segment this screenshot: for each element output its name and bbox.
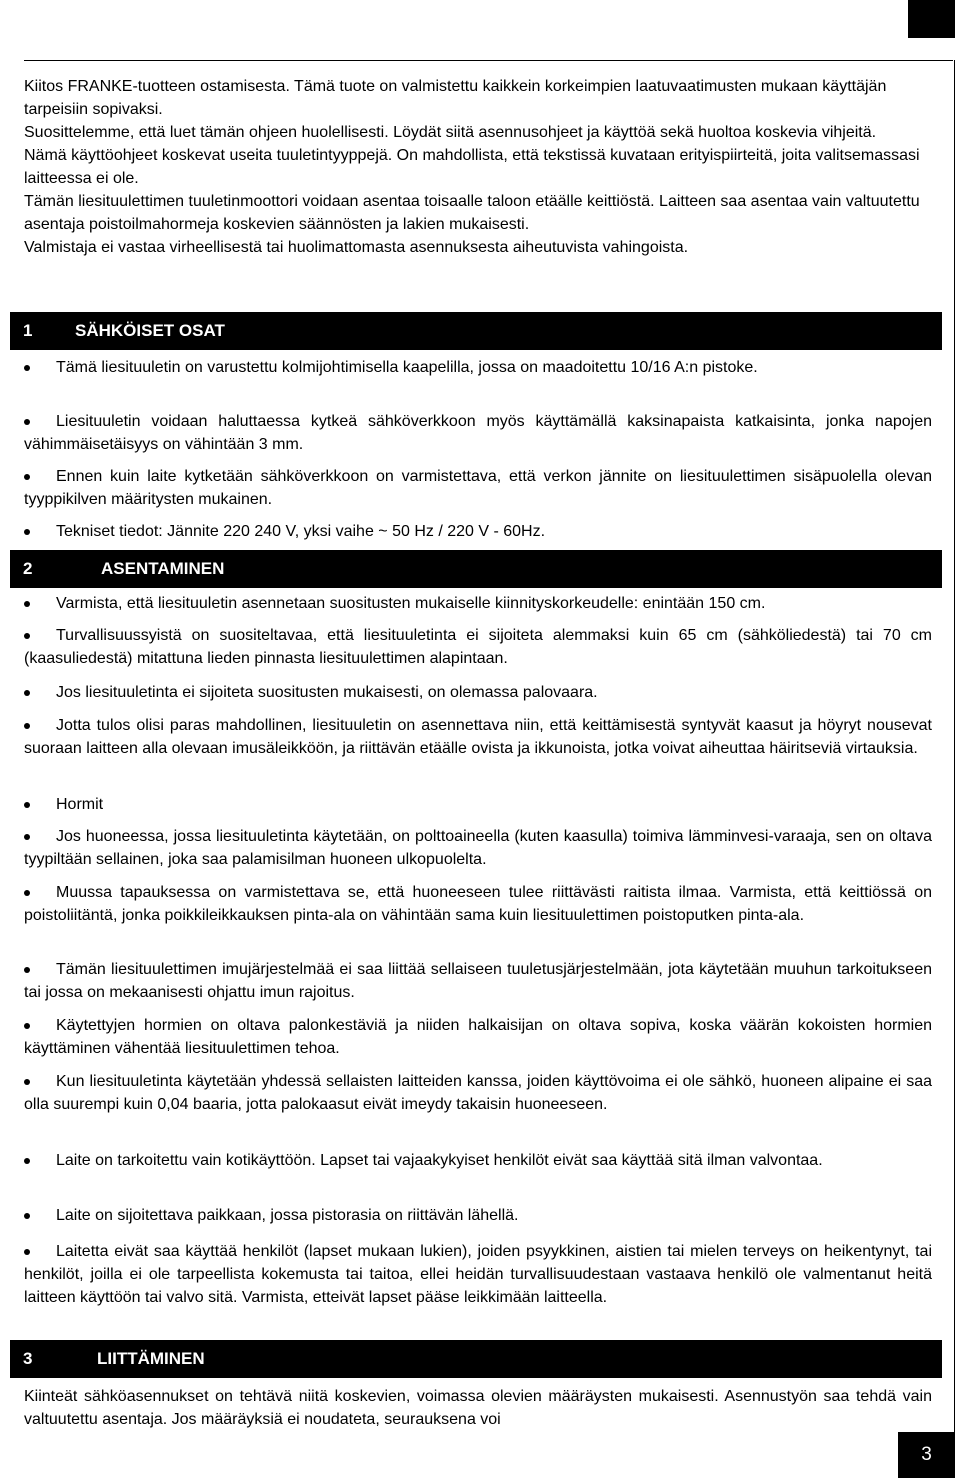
list-item: Hormit: [24, 793, 932, 816]
intro-text: [24, 75, 944, 259]
bullet-icon: [24, 1249, 30, 1255]
bullet-icon: [24, 419, 30, 425]
list-item: Käytettyjen hormien on oltava palonkestäviä ja niiden halkaisijan on oltava sopiva, koska väärän kokoisten hormien käyttäminen vähentää liesituulettimen tehoa.: [24, 1017, 932, 1057]
list-item: Tämä liesituuletin on varustettu kolmijohtimisella kaapelilla, jossa on maadoitettu 10/16 A:n pistoke.: [24, 356, 932, 379]
bullet-icon: [24, 802, 30, 808]
bullet-icon: [24, 474, 30, 480]
section-title: SÄHKÖISET OSAT: [75, 321, 225, 340]
bullet-icon: [24, 601, 30, 607]
intro-paragraph: Kiitos FRANKE-tuotteen ostamisesta. Tämä tuote on valmistettu kaikkein korkeimpien laatuvaatimusten mukaan käyttäjän tarpeisiin sopivaksi.: [24, 78, 887, 118]
page-number: 3: [898, 1432, 955, 1478]
bullet-icon: [24, 1158, 30, 1164]
section3-paragraph: Kiinteät sähköasennukset on tehtävä niitä koskevien, voimassa olevien määräysten mukaisesti. Asennustyön saa tehdä vain valtuutettu asentaja. Jos määräyksiä ei noudateta, seurauksena voi: [24, 1388, 932, 1428]
bullet-icon: [24, 967, 30, 973]
list-item: Tekniset tiedot: Jännite 220 240 V, yksi vaihe ~ 50 Hz / 220 V - 60Hz.: [24, 520, 932, 543]
list-item: Jotta tulos olisi paras mahdollinen, liesituuletin on asennettava niin, että keittämisestä syntyvät kaasut ja höyryt nousevat suoraan laitteen alla olevaan imusäleikköön, ja riittävän etäälle ovista ja ikkunoista, jotka voivat aiheuttaa häiritseviä virtauksia.: [24, 717, 932, 757]
list-item: Turvallisuussyistä on suositeltavaa, että liesituuletinta ei sijoiteta alemmaksi kuin 65 cm (sähköliedestä) tai 70 cm (kaasuliedestä) mitattuna lieden pinnasta liesituulettimen alapintaan.: [24, 627, 932, 667]
corner-tab-mark: [908, 0, 955, 38]
bullet-icon: [24, 1213, 30, 1219]
section-number: 3: [23, 1349, 33, 1368]
list-item: Laite on tarkoitettu vain kotikäyttöön. Lapset tai vajaakykyiset henkilöt eivät saa käyttää sitä ilman valvontaa.: [24, 1149, 932, 1172]
right-rule: [954, 60, 955, 1478]
bullet-icon: [24, 723, 30, 729]
bullet-icon: [24, 529, 30, 535]
list-item: Varmista, että liesituuletin asennetaan suositusten mukaiselle kiinnityskorkeudelle: enintään 150 cm.: [24, 592, 932, 615]
bullet-icon: [24, 1023, 30, 1029]
intro-paragraph: Suosittelemme, että luet tämän ohjeen huolellisesti. Löydät siitä asennusohjeet ja käyttöä sekä huoltoa koskevia vihjeitä.: [24, 124, 877, 141]
list-item: Tämän liesituulettimen imujärjestelmää ei saa liittää sellaiseen tuuletusjärjestelmään, jota käytetään muuhun tarkoitukseen tai jossa on mekaanisesti ohjattu imun rajoitus.: [24, 961, 932, 1001]
bullet-icon: [24, 690, 30, 696]
list-item: Liesituuletin voidaan haluttaessa kytkeä sähköverkkoon myös käyttämällä kaksinapaista katkaisinta, jonka napojen vähimmäisetäisyys on vähintään 3 mm.: [24, 413, 932, 453]
section-number: 1: [23, 321, 33, 340]
bullet-icon: [24, 365, 30, 371]
list-item: Ennen kuin laite kytketään sähköverkkoon on varmistettava, että verkon jännite on liesituulettimen sisäpuolella olevan tyyppikilven määritysten mukainen.: [24, 468, 932, 508]
intro-paragraph: Valmistaja ei vastaa virheellisestä tai huolimattomasta asennuksesta aiheutuvista vahingoista.: [24, 239, 689, 256]
list-item: Jos liesituuletinta ei sijoiteta suositusten mukaisesti, on olemassa palovaara.: [24, 681, 932, 704]
section-title: ASENTAMINEN: [101, 559, 225, 578]
list-item: Laite on sijoitettava paikkaan, jossa pistorasia on riittävän lähellä.: [24, 1204, 932, 1227]
intro-paragraph: Tämän liesituulettimen tuuletinmoottori voidaan asentaa toisaalle taloon etäälle keittiöstä. Laitteen saa asentaa vain valtuutettu asentaja poistoilmahormeja koskevien säännösten ja lakien mukaisesti.: [24, 193, 920, 233]
top-rule: [24, 60, 953, 61]
section-number: 2: [23, 559, 33, 578]
intro-paragraph: Nämä käyttöohjeet koskevat useita tuuletintyyppejä. On mahdollista, että tekstissä kuvataan erityispiirteitä, joita valitsemassasi laitteessa ei ole.: [24, 147, 920, 187]
bullet-icon: [24, 834, 30, 840]
section-header-electrical: [10, 312, 942, 350]
list-item: Kun liesituuletinta käytetään yhdessä sellaisten laitteiden kanssa, joiden käyttövoima ei ole sähkö, huoneen alipaine ei saa olla suurempi kuin 0,04 baaria, jotta palokaasut eivät imeydy takaisin huoneeseen.: [24, 1073, 932, 1113]
list-item: Jos huoneessa, jossa liesituuletinta käytetään, on polttoaineella (kuten kaasulla) toimiva lämminvesi-varaaja, sen on oltava tyypiltään sellainen, joka saa palamisilman huoneen ulkopuolelta.: [24, 828, 932, 868]
bullet-icon: [24, 1079, 30, 1085]
bullet-icon: [24, 633, 30, 639]
section-header-connection: [10, 1340, 942, 1378]
list-item: Laitetta eivät saa käyttää henkilöt (lapset mukaan lukien), joiden psyykkinen, aistien tai mielen terveys on heikentynyt, tai henkilöt, joilla ei ole tarpeellista kokemusta tai taitoa, ellei heidän turvallisuudestaan vastaava henkilö ole valmentanut heitä laitteen käyttöön tai valvo sitä. Varmista, etteivät lapset pääse leikkimään laitteella.: [24, 1243, 932, 1306]
section-title: LIITTÄMINEN: [97, 1349, 205, 1368]
bullet-icon: [24, 890, 30, 896]
list-item: Muussa tapauksessa on varmistettava se, että huoneeseen tulee riittävästi raitista ilmaa. Varmista, että keittiössä on poistoliitäntä, jonka poikkileikkauksen pinta-ala on vähintään sama kuin liesituulettimen poistoputken pinta-ala.: [24, 884, 932, 924]
section-header-installation: [10, 550, 942, 588]
